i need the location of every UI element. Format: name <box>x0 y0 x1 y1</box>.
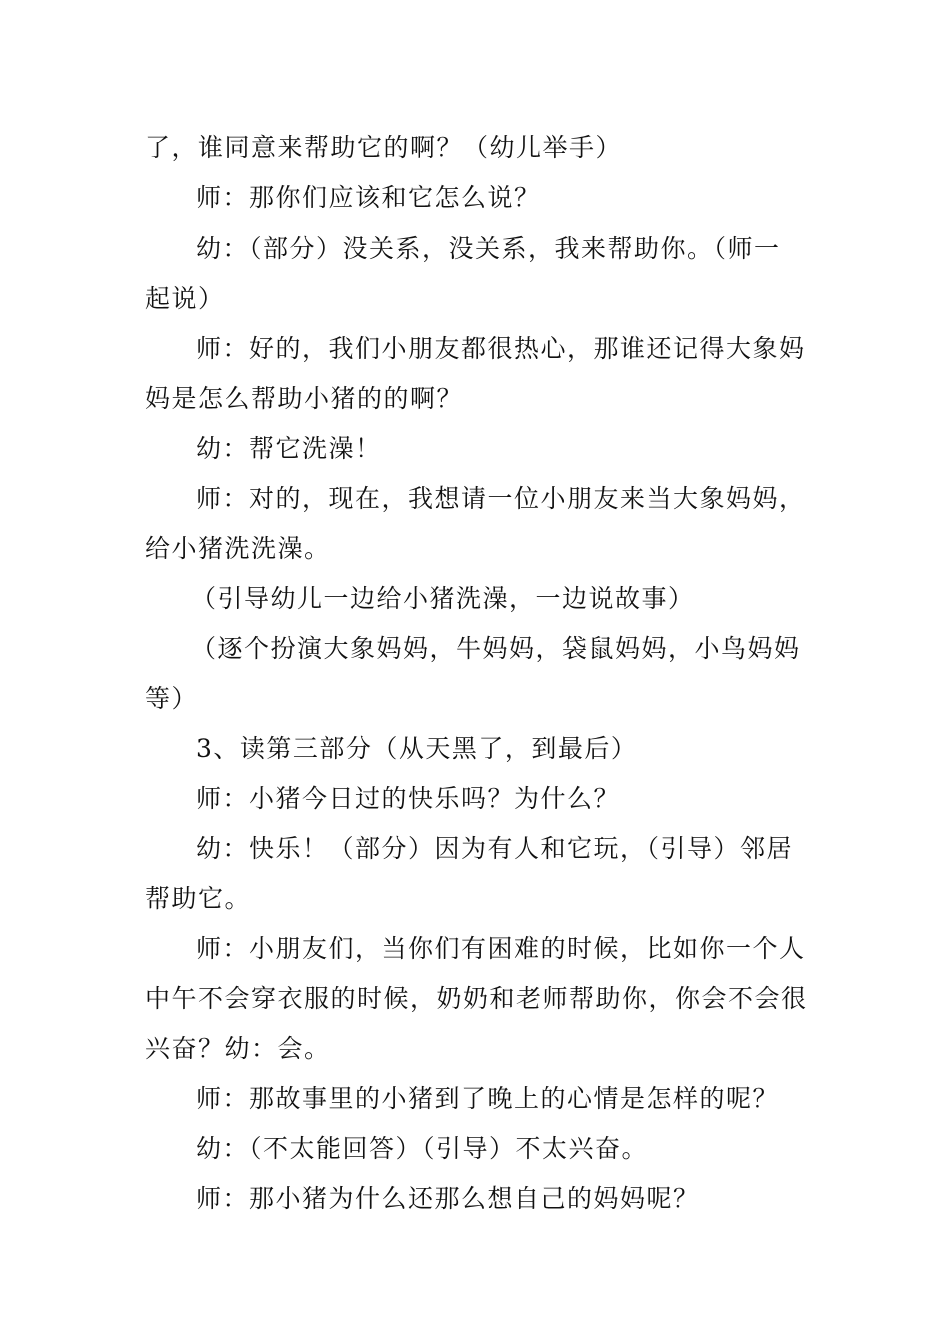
text-line: 师：那故事里的小猪到了晚上的心情是怎样的呢？ <box>196 1084 780 1113</box>
text-line: 师：那你们应该和它怎么说？ <box>196 183 541 212</box>
text-line: （逐个扮演大象妈妈，牛妈妈，袋鼠妈妈，小鸟妈妈 <box>191 634 801 663</box>
text-line: 幼：（部分）没关系，没关系，我来帮助你。（师一 <box>196 234 781 263</box>
text-line: 师：小猪今日过的快乐吗？为什么？ <box>196 784 621 813</box>
text-line: 师：对的，现在，我想请一位小朋友来当大象妈妈， <box>196 484 806 513</box>
text-line: 师：那小猪为什么还那么想自己的妈妈呢？ <box>196 1184 700 1213</box>
text-line: 帮助它。 <box>145 884 252 913</box>
text-line: 幼：帮它洗澡！ <box>196 434 382 463</box>
text-line: （引导幼儿一边给小猪洗澡，一边说故事） <box>191 584 695 613</box>
text-line: 起说） <box>145 284 225 313</box>
text-line: 给小猪洗洗澡。 <box>145 534 331 563</box>
text-line: 等） <box>145 684 199 713</box>
text-line: 兴奋？幼：会。 <box>145 1034 331 1063</box>
text-line: 妈是怎么帮助小猪的的啊？ <box>145 384 464 413</box>
text-line: 中午不会穿衣服的时候，奶奶和老师帮助你，你会不会很 <box>145 984 808 1013</box>
text-line: 幼：（不太能回答）（引导）不太兴奋。 <box>196 1134 649 1163</box>
text-line: 幼：快乐！（部分）因为有人和它玩，（引导）邻居 <box>196 834 794 863</box>
text-line: 3、读第三部分（从天黑了，到最后） <box>196 734 638 763</box>
text-line: 师：小朋友们，当你们有困难的时候，比如你一个人 <box>196 934 806 963</box>
text-line: 了，谁同意来帮助它的啊？（幼儿举手） <box>145 133 623 162</box>
text-line: 师：好的，我们小朋友都很热心，那谁还记得大象妈 <box>196 334 806 363</box>
